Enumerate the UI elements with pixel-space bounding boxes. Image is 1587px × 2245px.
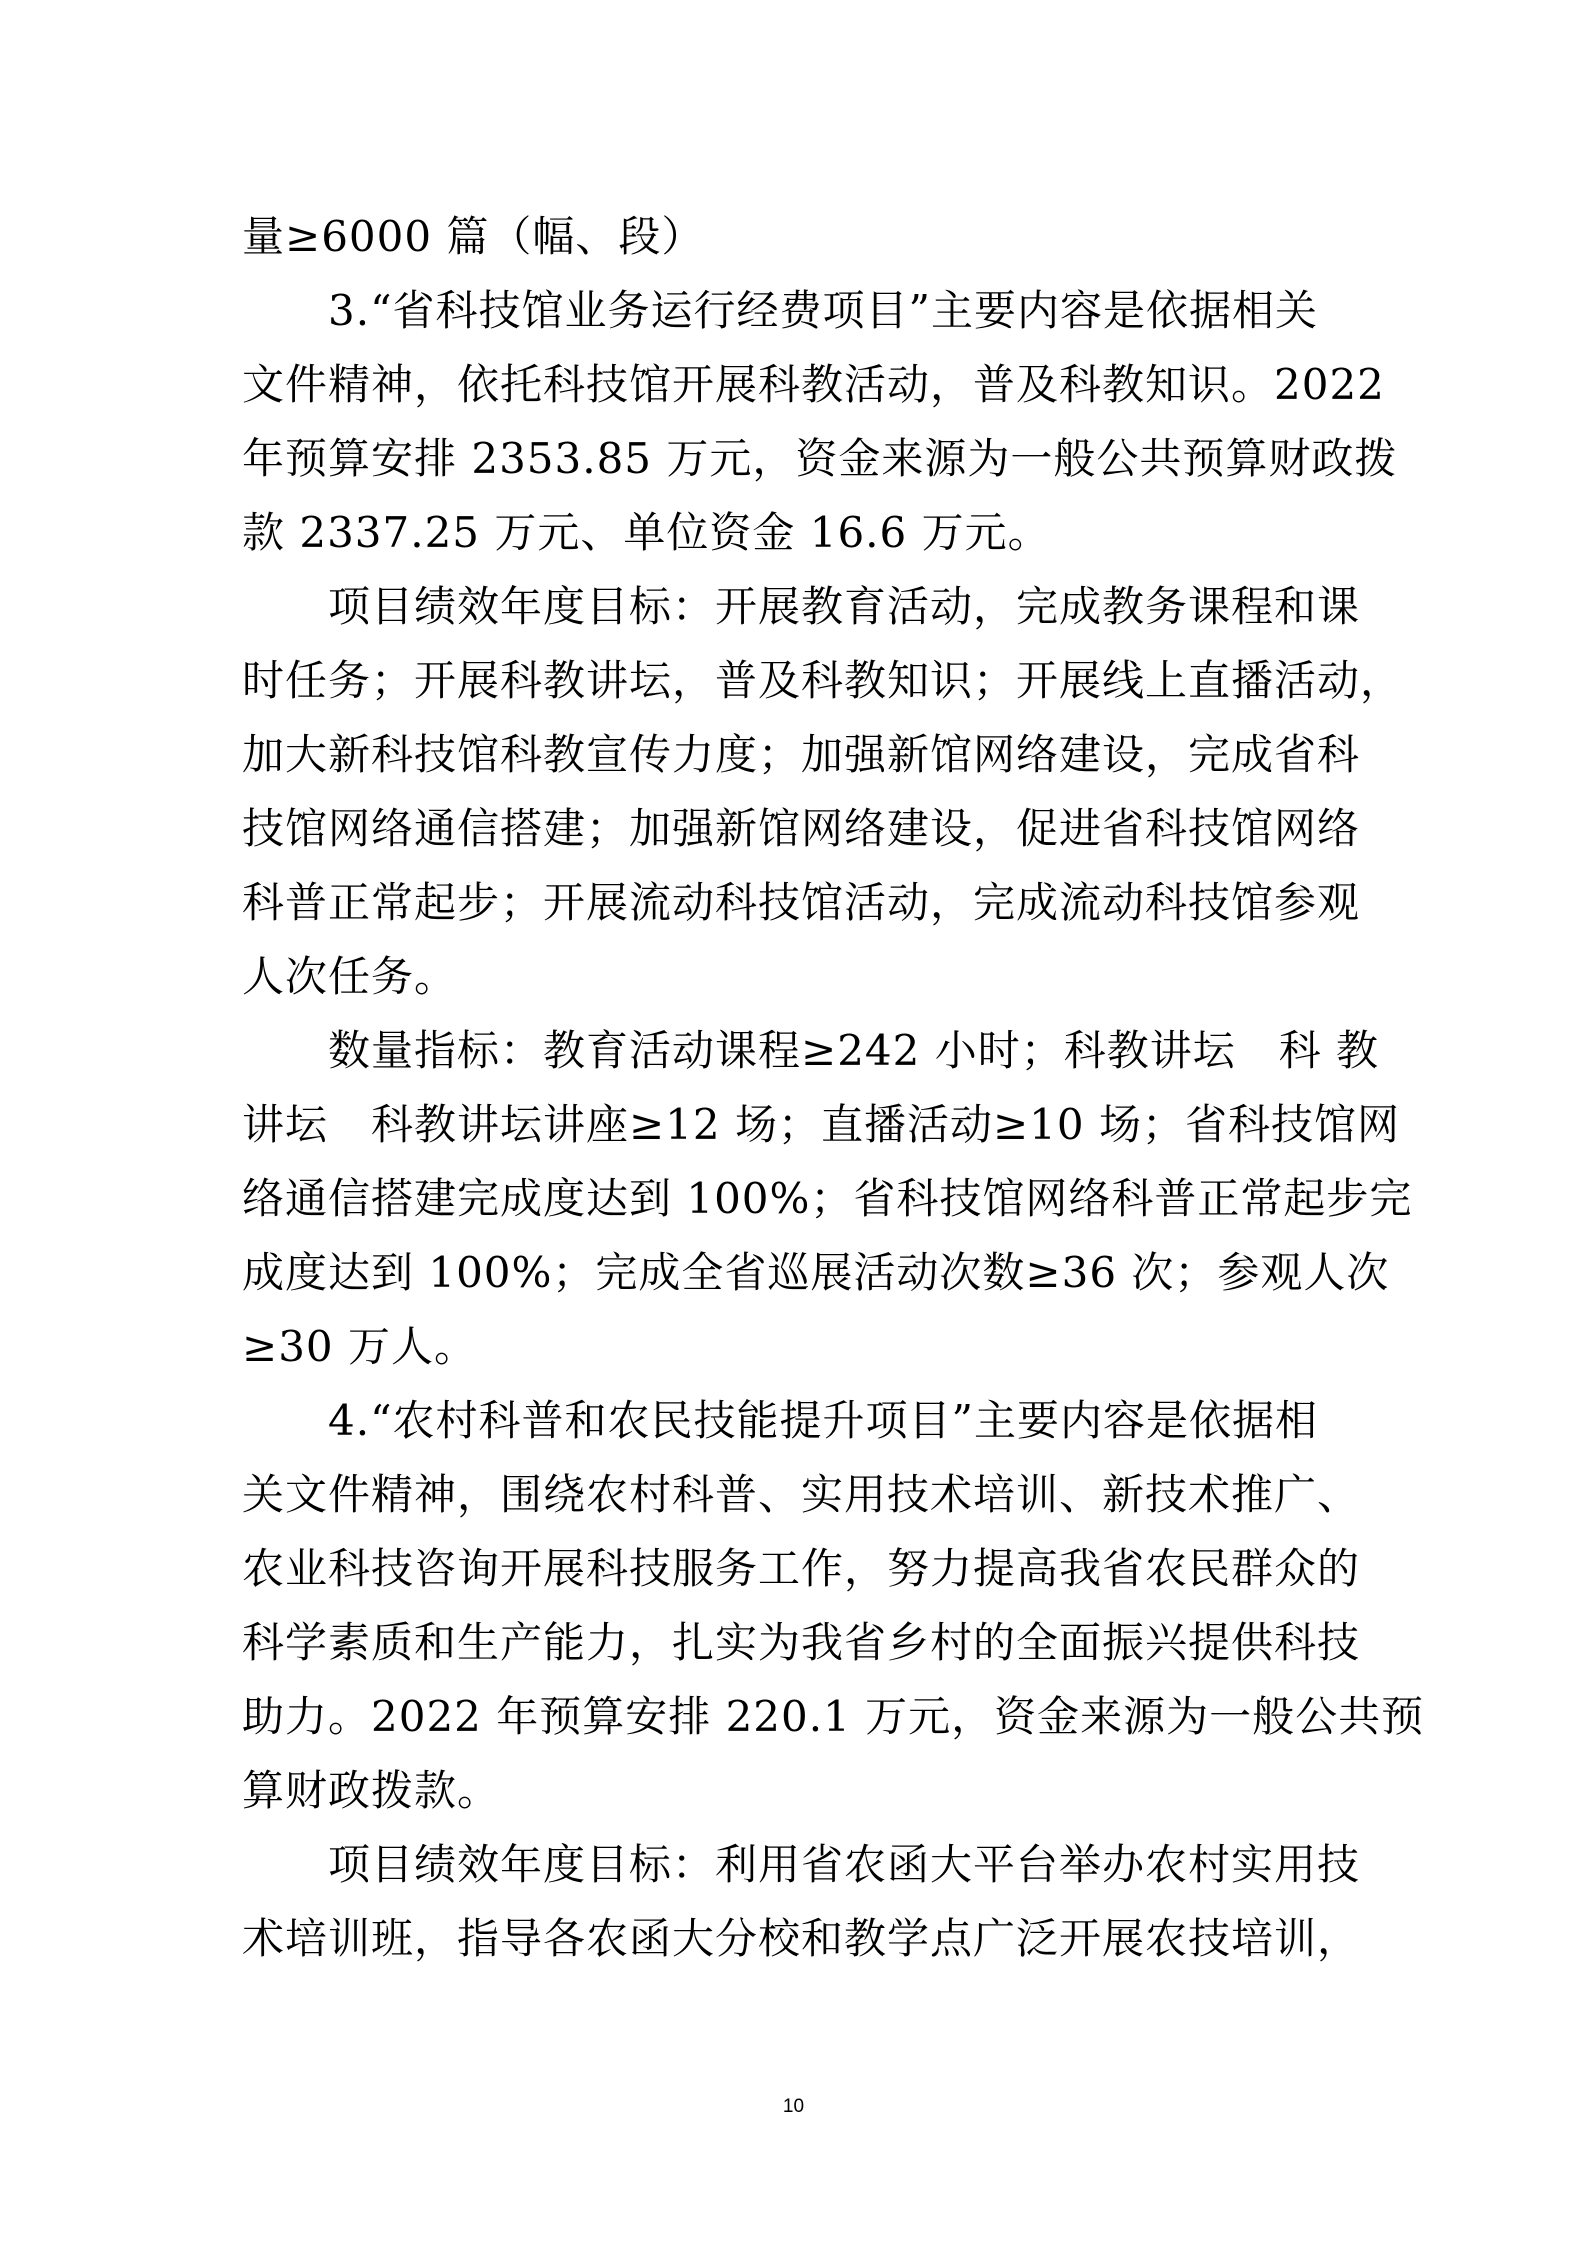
page-number: 10 — [782, 2096, 805, 2117]
text-line: 关文件精神，围绕农村科普、实用技术培训、新技术推广、 — [242, 1470, 1361, 1519]
text-line: 农业科技咨询开展科技服务工作，努力提高我省农民群众的 — [242, 1544, 1361, 1593]
text-line: 算财政拨款。 — [242, 1766, 501, 1815]
body-text — [242, 200, 1425, 1976]
text-line: 术培训班，指导各农函大分校和教学点广泛开展农技培训， — [242, 1914, 1361, 1963]
text-line: 时任务；开展科教讲坛，普及科教知识；开展线上直播活动， — [242, 656, 1404, 705]
text-line: 4.“农村科普和农民技能提升项目”主要内容是依据相 — [242, 1396, 1319, 1445]
text-line: 项目绩效年度目标：利用省农函大平台举办农村实用技 — [242, 1840, 1361, 1889]
text-line: 数量指标：教育活动课程≥242 小时；科教讲坛 科 教 — [242, 1026, 1380, 1075]
text-line: 讲坛 科教讲坛讲座≥12 场；直播活动≥10 场；省科技馆网 — [242, 1100, 1400, 1149]
text-line: 加大新科技馆科教宣传力度；加强新馆网络建设，完成省科 — [242, 730, 1361, 779]
text-line: 成度达到 100%；完成全省巡展活动次数≥36 次；参观人次 — [242, 1248, 1390, 1297]
text-line: ≥30 万人。 — [242, 1322, 477, 1371]
text-line: 科学素质和生产能力，扎实为我省乡村的全面振兴提供科技 — [242, 1618, 1361, 1667]
text-line: 络通信搭建完成度达到 100%；省科技馆网络科普正常起步完 — [242, 1174, 1413, 1223]
text-line: 助力。2022 年预算安排 220.1 万元，资金来源为一般公共预 — [242, 1692, 1425, 1741]
text-line: 技馆网络通信搭建；加强新馆网络建设，促进省科技馆网络 — [242, 804, 1361, 853]
text-line: 年预算安排 2353.85 万元，资金来源为一般公共预算财政拨 — [242, 434, 1398, 483]
text-line: 3.“省科技馆业务运行经费项目”主要内容是依据相关 — [242, 286, 1319, 335]
text-line: 量≥6000 篇（幅、段） — [242, 212, 705, 261]
text-line: 人次任务。 — [242, 952, 458, 1001]
text-line: 文件精神，依托科技馆开展科教活动，普及科教知识。2022 — [242, 360, 1385, 409]
text-line: 项目绩效年度目标：开展教育活动，完成教务课程和课 — [242, 582, 1361, 631]
text-line: 款 2337.25 万元、单位资金 16.6 万元。 — [242, 508, 1051, 557]
text-line: 科普正常起步；开展流动科技馆活动，完成流动科技馆参观 — [242, 878, 1361, 927]
